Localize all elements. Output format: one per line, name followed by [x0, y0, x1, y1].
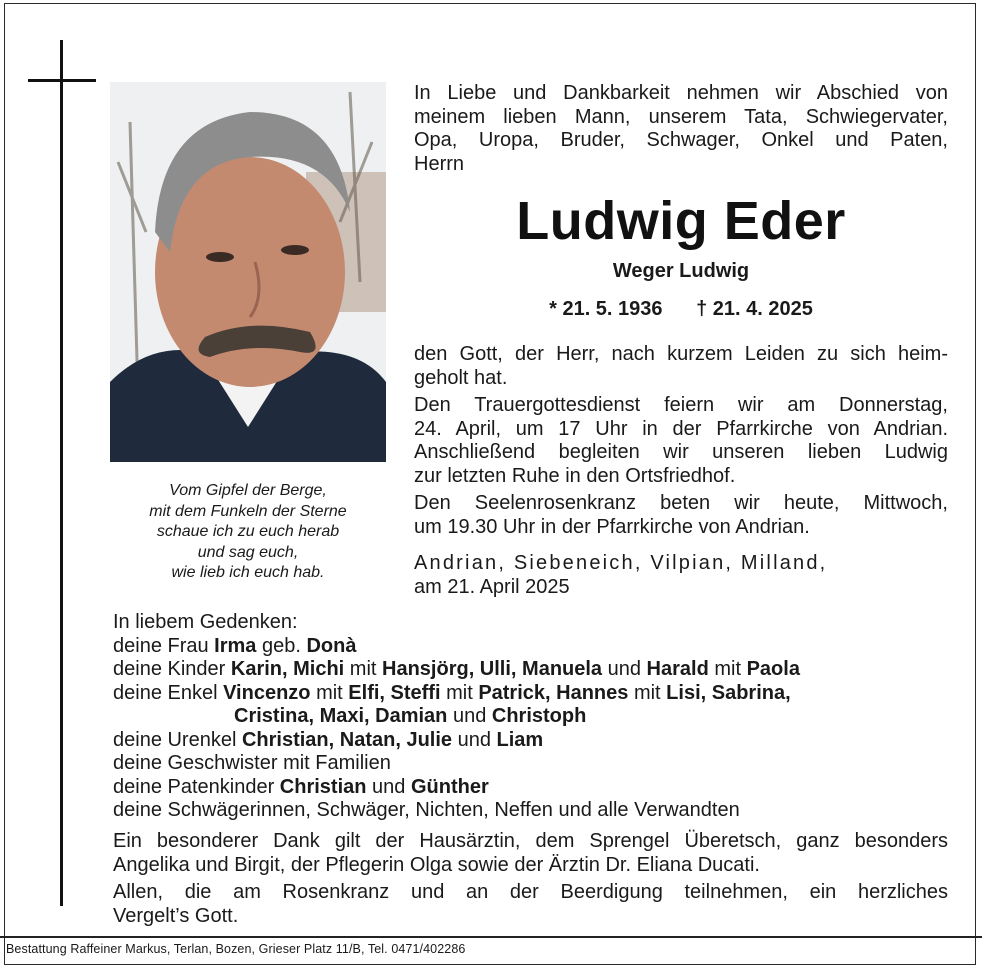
paragraph — [414, 492, 948, 539]
family-text: deine Patenkinder — [113, 775, 280, 798]
family-member-name: Christian, Natan, Julie — [241, 728, 453, 751]
family-member-name: Elfi, Steffi — [348, 681, 441, 704]
poem-line: und sag euch, — [197, 543, 299, 561]
family-row — [113, 682, 973, 706]
body-line: geholt hat. — [414, 366, 508, 389]
thanks-text — [113, 830, 948, 932]
date-line: am 21. April 2025 — [414, 575, 570, 598]
family-row — [113, 752, 973, 776]
family-row — [113, 635, 973, 659]
poem-line: schaue ich zu euch herab — [156, 523, 340, 540]
place-line: Andrian, Siebeneich, Vilpian, Milland, — [414, 552, 828, 574]
family-text: und — [366, 775, 411, 798]
family-text: deine Schwägerinnen, Schwäger, Nichten, Neffen und alle Verwandten — [113, 799, 740, 821]
funeral-home-info: Bestattung Raffeiner Markus, Terlan, Bozen, Grieser Platz 11/B, Tel. 0471/402286 — [6, 942, 466, 956]
family-member-name: Patrick, Hannes — [478, 681, 629, 704]
thanks-line: Ein besonderer Dank gilt der Hausärztin, dem Sprengel Überetsch, ganz besonders — [113, 830, 948, 852]
thanks-line: Angelika und Birgit, der Pflegerin Olga sowie der Ärztin Dr. Eliana Ducati. — [113, 853, 760, 876]
birth-date: * 21. 5. 1936 — [549, 298, 663, 320]
body-line: zur letzten Ruhe in den Ortsfriedhof. — [414, 464, 736, 487]
portrait-photo — [110, 82, 386, 462]
footer — [0, 936, 982, 972]
family-member-name: Donà — [306, 634, 357, 657]
thanks-line: Vergelt’s Gott. — [113, 904, 239, 927]
cross-icon — [60, 40, 63, 906]
paragraph — [113, 830, 948, 877]
family-member-name: Christoph — [491, 705, 587, 727]
announcement-body — [414, 343, 948, 543]
intro-line: In Liebe und Dankbarkeit nehmen wir Abschied von — [414, 82, 948, 104]
family-text: und — [602, 658, 647, 680]
family-member-name: Lisi, Sabrina, — [666, 681, 791, 704]
body-line: 24. April, um 17 Uhr in der Pfarrkirche von Andrian. — [414, 417, 948, 440]
place-date — [414, 552, 948, 599]
family-text: mit — [344, 658, 383, 680]
family-member-name: Harald — [646, 658, 709, 680]
paragraph — [414, 394, 948, 488]
family-member-name: Vincenzo — [223, 681, 311, 704]
poem-line: mit dem Funkeln der Sterne — [149, 502, 347, 520]
body-line: Den Seelenrosenkranz beten wir heute, Mittwoch, — [414, 492, 948, 514]
deceased-name: Ludwig Eder — [516, 191, 846, 251]
family-text: und — [447, 705, 492, 727]
body-line: Den Trauergottesdienst feiern wir am Donnerstag, — [414, 394, 948, 416]
family-member-name: Liam — [496, 728, 544, 751]
thanks-line: Allen, die am Rosenkranz und an der Beerdigung teilnehmen, ein herzliches — [113, 881, 948, 903]
life-dates — [414, 298, 948, 321]
family-member-name: Irma — [214, 634, 257, 657]
poem-line: wie lieb ich euch hab. — [171, 564, 325, 581]
family-text: mit — [628, 681, 667, 704]
family-text: mit — [440, 681, 479, 704]
intro-line: Herrn — [414, 152, 465, 175]
intro-line: meinem lieben Mann, unserem Tata, Schwiegervater, — [414, 105, 948, 128]
family-text: deine Frau — [113, 634, 215, 657]
family-text: und — [452, 728, 497, 751]
poem-line: Vom Gipfel der Berge, — [169, 482, 327, 499]
body-line: um 19.30 Uhr in der Pfarrkirche von Andrian. — [414, 515, 810, 538]
family-member-name: Karin, Michi — [230, 658, 345, 680]
death-date: † 21. 4. 2025 — [696, 298, 813, 320]
family-member-name: Cristina, Maxi, Damian — [234, 705, 448, 727]
paragraph — [414, 343, 948, 390]
family-member-name: Paola — [746, 658, 800, 680]
intro-line: Opa, Uropa, Bruder, Schwager, Onkel und Paten, — [414, 129, 948, 151]
body-line: den Gott, der Herr, nach kurzem Leiden zu sich heim- — [414, 343, 948, 365]
family-text: deine Geschwister mit Familien — [113, 752, 391, 774]
family-row — [113, 729, 973, 753]
body-line: Anschließend begleiten wir unseren lieben Ludwig — [414, 441, 948, 463]
family-text: mit — [708, 658, 747, 680]
family-text: deine Enkel — [113, 681, 224, 704]
family-row — [113, 776, 973, 800]
poem — [110, 481, 386, 584]
family-row — [113, 658, 973, 682]
family-heading: In liebem Gedenken: — [113, 611, 298, 633]
family-row — [113, 799, 973, 823]
family-text: deine Kinder — [113, 658, 231, 680]
family-member-name: Hansjörg, Ulli, Manuela — [382, 658, 603, 680]
family-row — [113, 705, 973, 729]
family-member-name: Günther — [410, 775, 489, 798]
family-text: mit — [310, 681, 349, 704]
family-member-name: Christian — [279, 775, 367, 798]
paragraph — [113, 881, 948, 928]
deceased-alias: Weger Ludwig — [612, 260, 750, 282]
cross-icon-bar — [28, 79, 96, 82]
family-text: geb. — [256, 634, 307, 657]
family-text: deine Urenkel — [113, 728, 242, 751]
footer-rule — [0, 936, 982, 938]
family-list — [113, 611, 973, 823]
intro-text — [414, 82, 948, 176]
